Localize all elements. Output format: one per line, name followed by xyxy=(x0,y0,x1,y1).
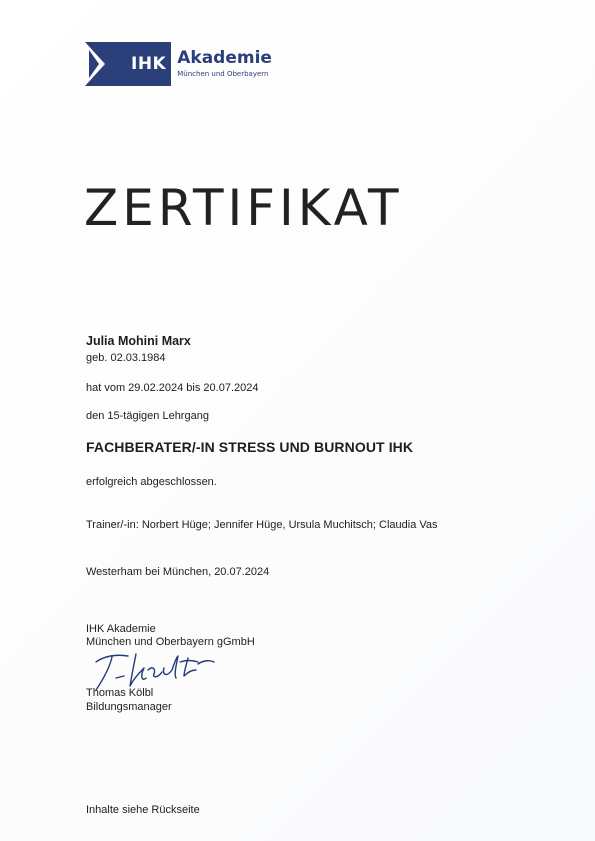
logo-subtitle: München und Oberbayern xyxy=(177,70,269,78)
place-date: Westerham bei München, 20.07.2024 xyxy=(86,566,270,578)
course-intro: den 15-tägigen Lehrgang xyxy=(86,410,209,422)
course-result: erfolgreich abgeschlossen. xyxy=(86,476,217,488)
logo-name: Akademie xyxy=(177,48,272,68)
recipient-name: Julia Mohini Marx xyxy=(86,334,191,348)
certificate-title: ZERTIFIKAT xyxy=(84,179,403,237)
ihk-akademie-logo xyxy=(85,42,272,86)
recipient-birth: geb. 02.03.1984 xyxy=(86,352,166,364)
footer-note: Inhalte siehe Rückseite xyxy=(86,804,200,816)
course-name: FACHBERATER/-IN STRESS UND BURNOUT IHK xyxy=(86,439,414,455)
signatory-role: Bildungsmanager xyxy=(86,701,172,713)
trainers: Trainer/-in: Norbert Hüge; Jennifer Hüge, Ursula Muchitsch; Claudia Vas xyxy=(86,519,438,531)
course-period: hat vom 29.02.2024 bis 20.07.2024 xyxy=(86,382,259,394)
issuer-line1: IHK Akademie xyxy=(86,623,156,635)
signatory-name: Thomas Kölbl xyxy=(86,687,154,699)
ihk-logo-mark-icon xyxy=(85,42,129,86)
logo-brand: IHK xyxy=(129,42,171,86)
issuer-line2: München und Oberbayern gGmbH xyxy=(86,636,255,648)
